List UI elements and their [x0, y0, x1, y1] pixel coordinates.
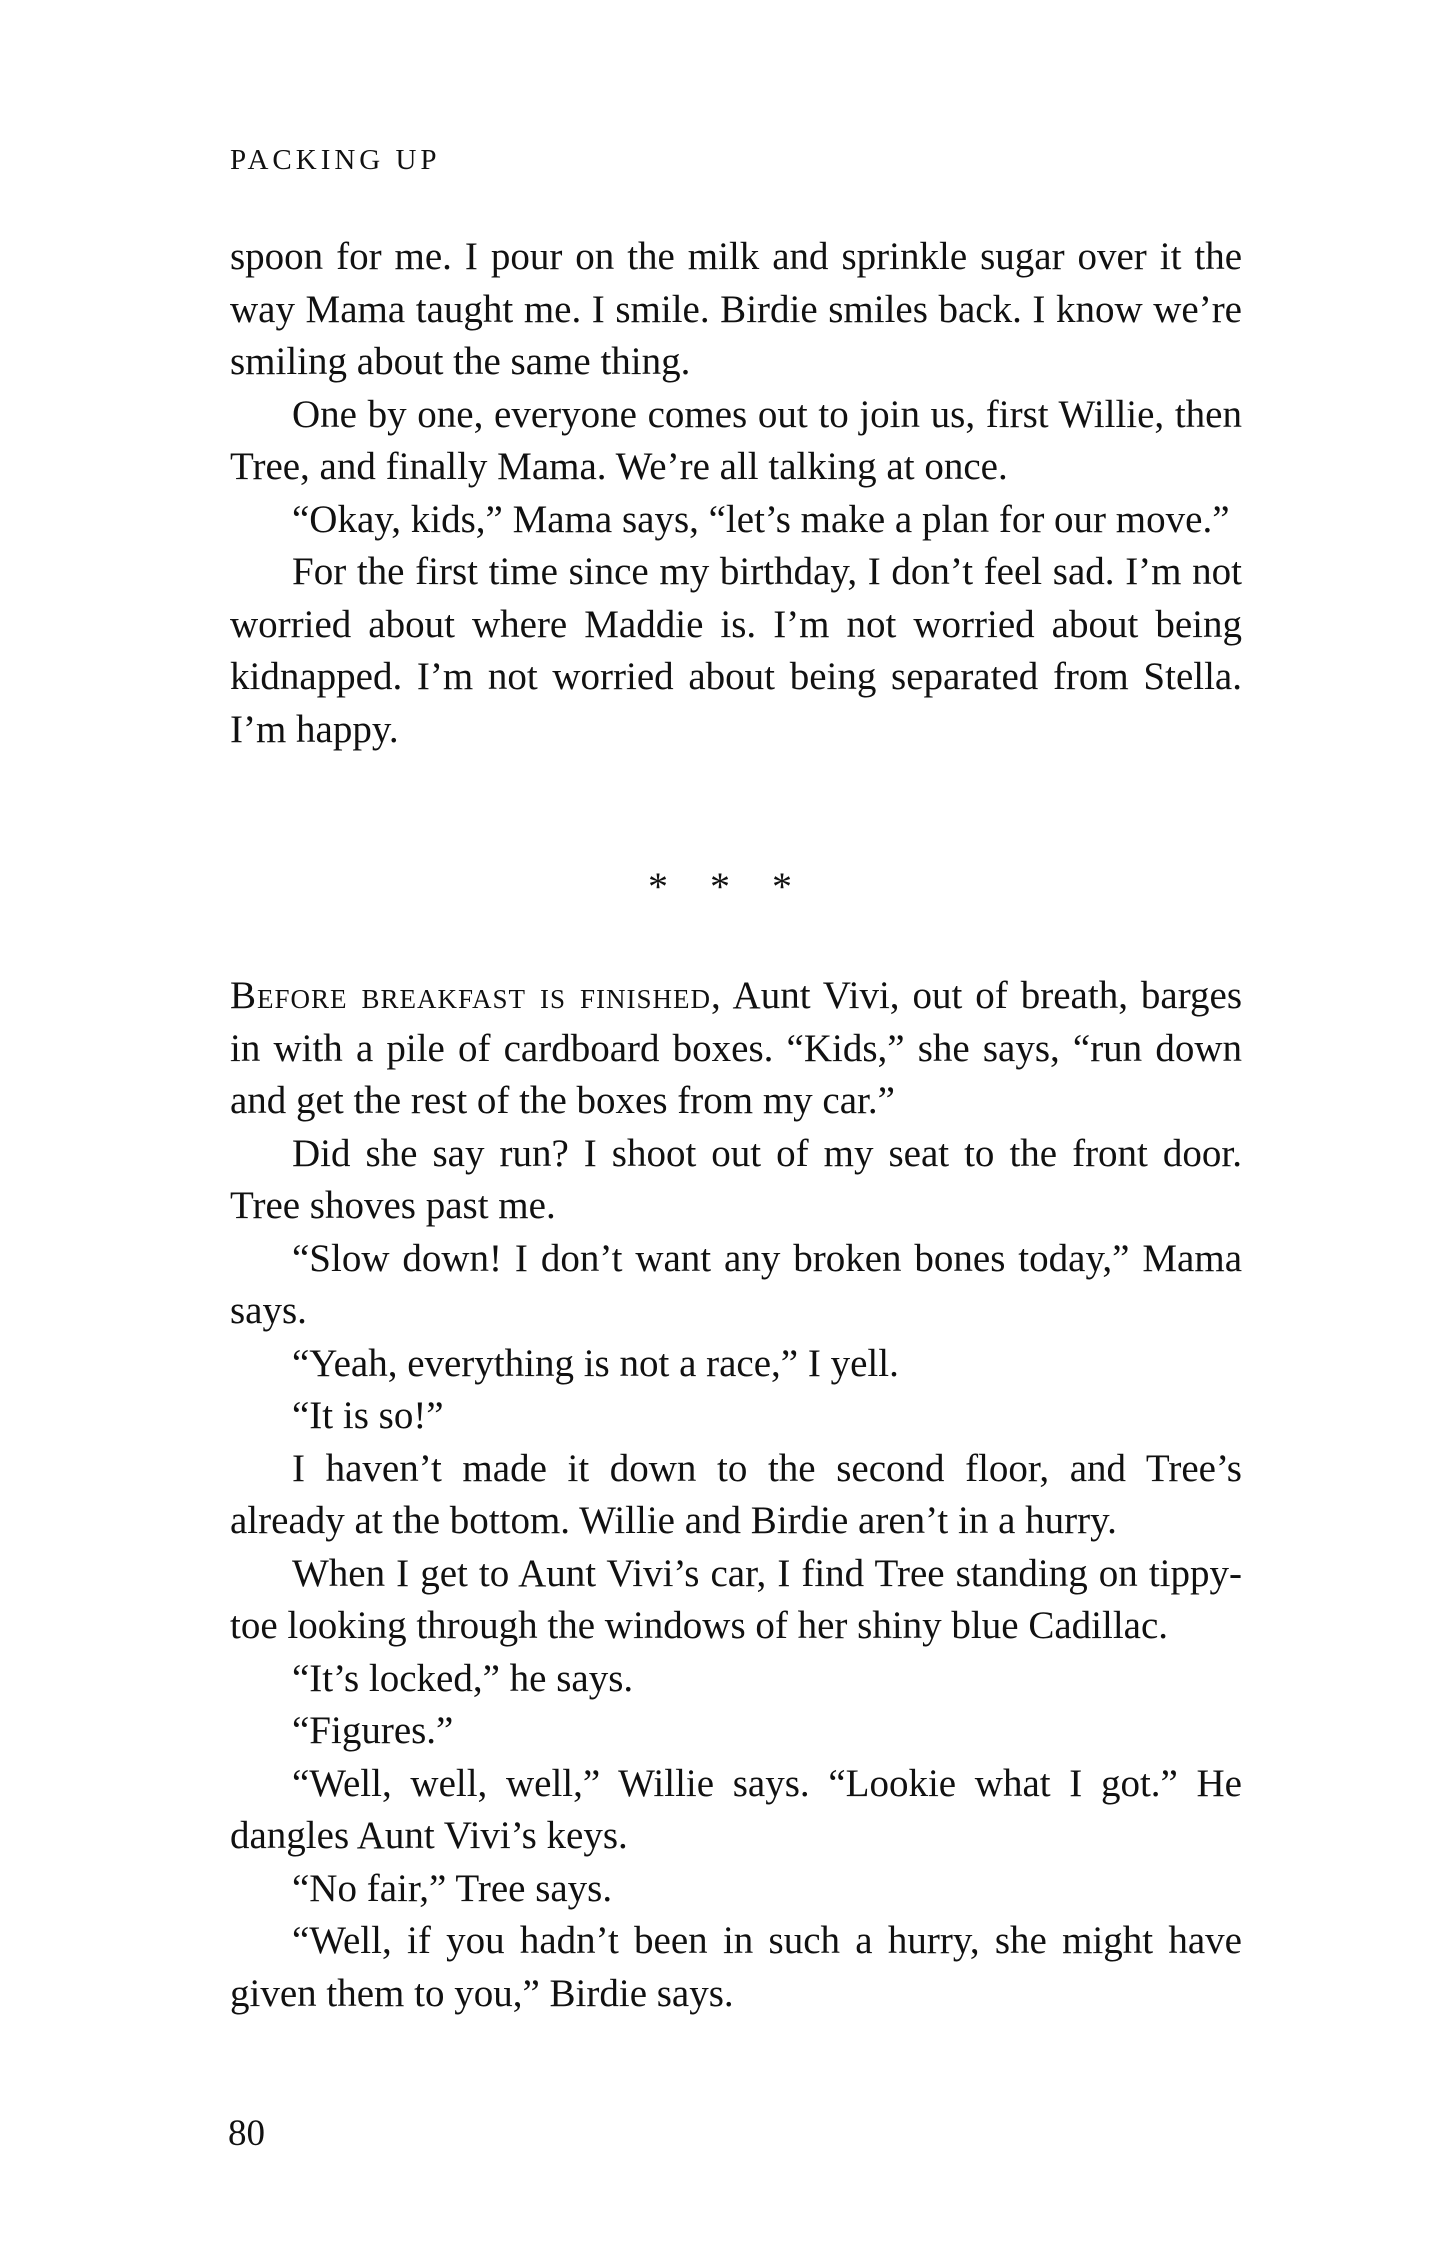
paragraph: “Well, if you hadn’t been in such a hurry, she might have given them to you,” Birdie says.	[230, 1919, 1242, 2015]
paragraph: “Slow down! I don’t want any broken bones today,” Mama says.	[230, 1236, 1242, 1332]
body-text-bottom	[230, 970, 1242, 2020]
paragraph: For the first time since my birthday, I don’t feel sad. I’m not worried about where Maddie is. I’m not worried about being kidnapped. I’m not worried about being separated from Stella. I’m happy.	[230, 550, 1242, 751]
scene-break: * * *	[648, 864, 808, 909]
paragraph: “Yeah, everything is not a race,” I yell.	[292, 1341, 899, 1385]
paragraph: When I get to Aunt Vivi’s car, I find Tree standing on tippy-toe looking through the windows of her shiny blue Cadillac.	[230, 1551, 1242, 1647]
opening-smallcaps: Before breakfast is finished,	[230, 974, 722, 1017]
body-text-top	[230, 231, 1242, 756]
paragraph: “It’s locked,” he says.	[292, 1656, 634, 1700]
paragraph-opening	[230, 970, 1242, 1128]
paragraph: “Okay, kids,” Mama says, “let’s make a plan for our move.”	[292, 497, 1230, 541]
opening-text: Aunt Vivi, out of breath, barges in with a pile of cardboard boxes. “Kids,” she says, “run down and get the rest of the boxes from my car.”	[230, 974, 1243, 1122]
running-head: PACKING UP	[230, 144, 441, 176]
paragraph: I haven’t made it down to the second floor, and Tree’s already at the bottom. Willie and Birdie aren’t in a hurry.	[230, 1446, 1242, 1542]
paragraph: One by one, everyone comes out to join us, first Willie, then Tree, and finally Mama. We’re all talking at once.	[230, 392, 1242, 488]
paragraph: spoon for me. I pour on the milk and sprinkle sugar over it the way Mama taught me. I smile. Birdie smiles back. I know we’re smiling about the same thing.	[230, 235, 1242, 383]
paragraph: Did she say run? I shoot out of my seat to the front door. Tree shoves past me.	[230, 1131, 1242, 1227]
paragraph: “Well, well, well,” Willie says. “Lookie what I got.” He dangles Aunt Vivi’s keys.	[230, 1761, 1242, 1857]
paragraph: “No fair,” Tree says.	[292, 1866, 613, 1910]
paragraph: “It is so!”	[292, 1394, 444, 1437]
paragraph: “Figures.”	[292, 1709, 454, 1752]
page-number: 80	[228, 2113, 265, 2154]
